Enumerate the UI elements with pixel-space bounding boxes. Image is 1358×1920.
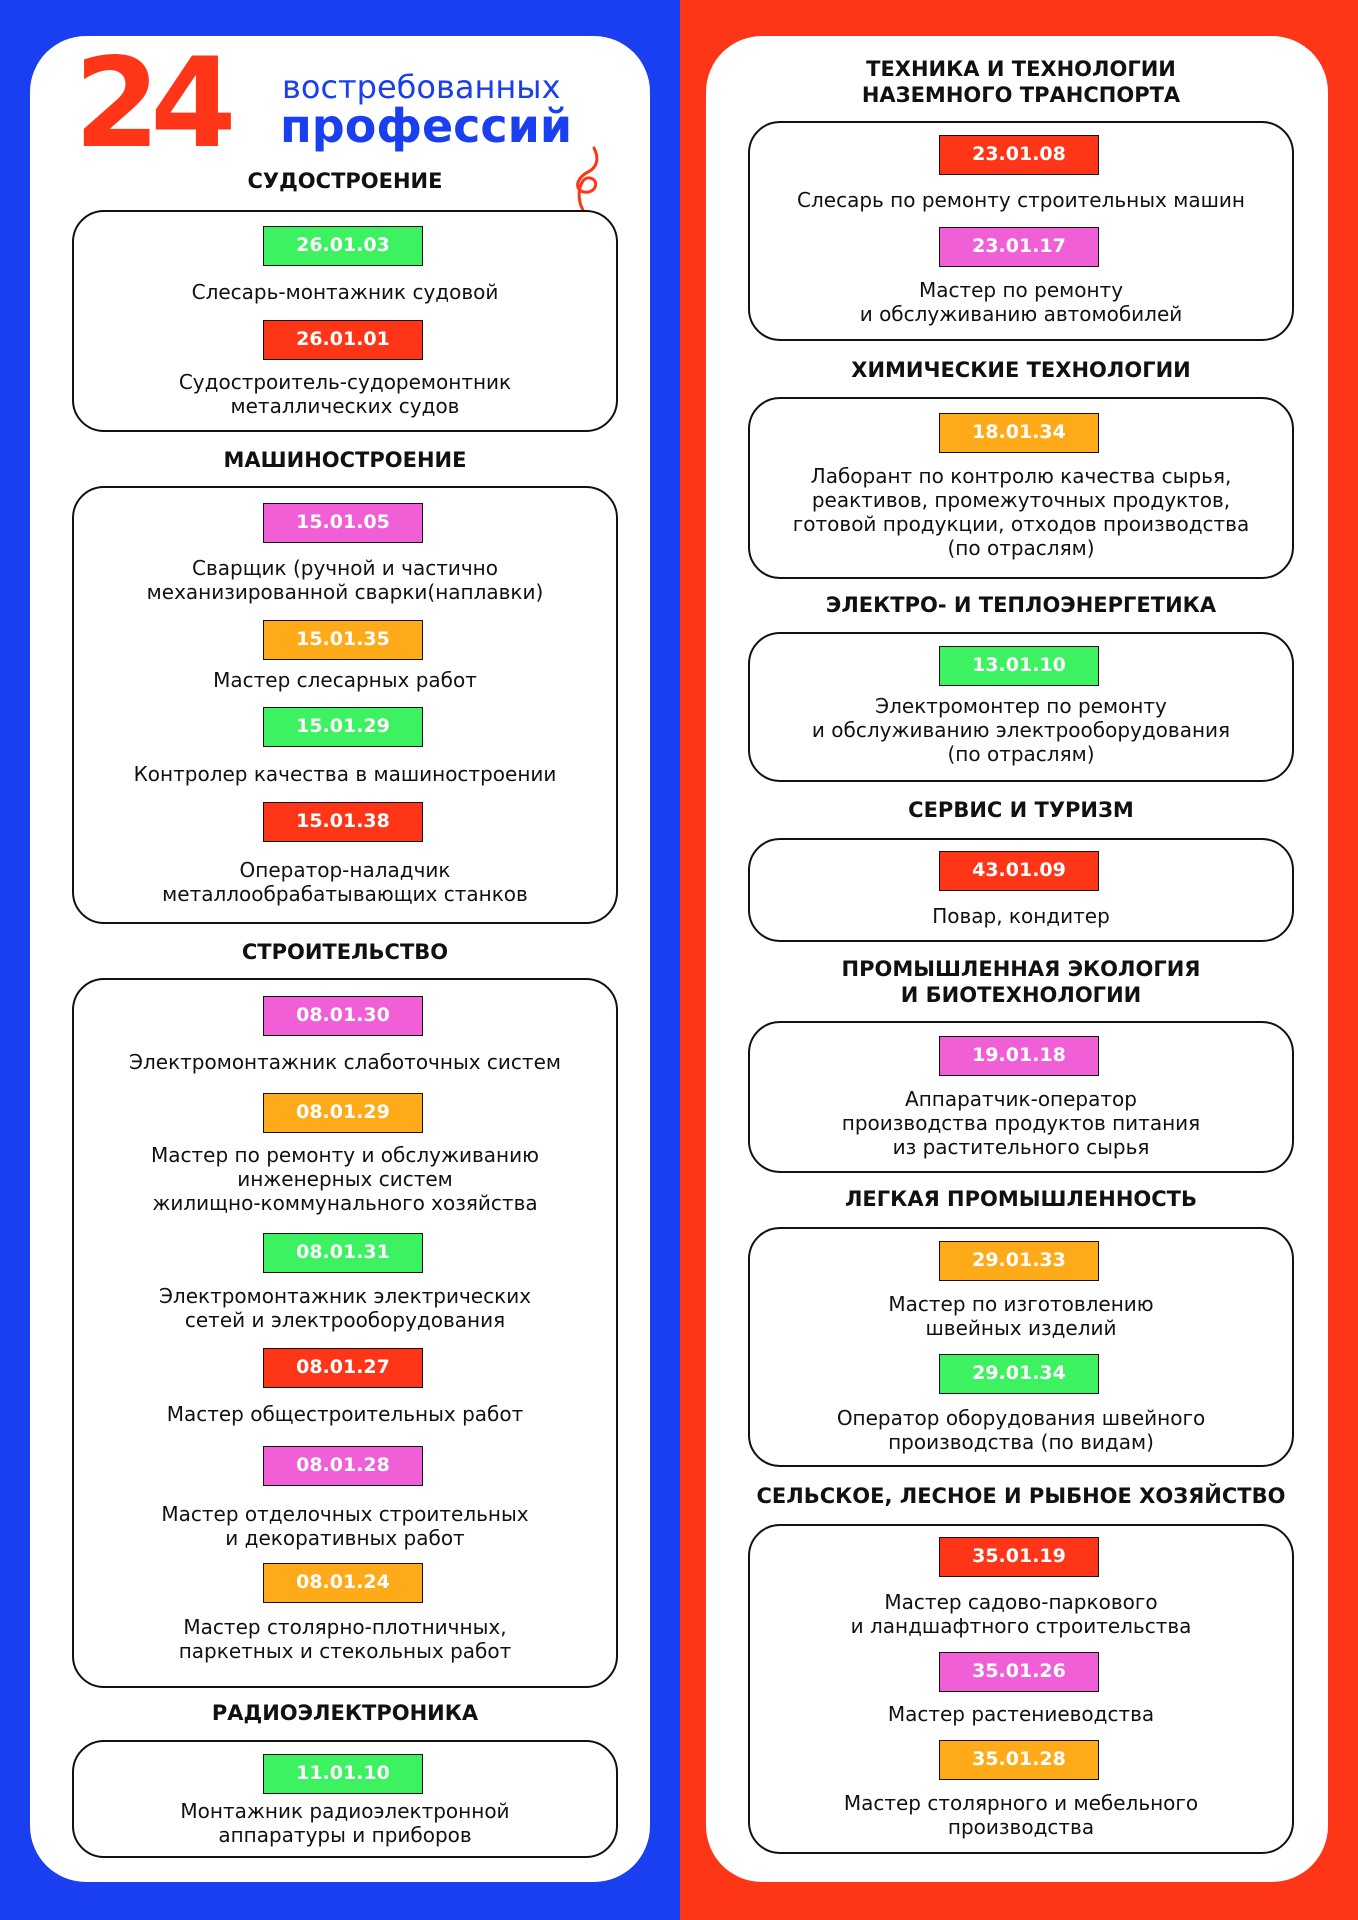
logo-number: 24 <box>74 32 227 176</box>
profession-code: 08.01.24 <box>263 1563 423 1603</box>
section-title: ЛЕГКАЯ ПРОМЫШЛЕННОСТЬ <box>844 1187 1198 1211</box>
profession-name: Мастер столярного и мебельного производства <box>843 1791 1199 1839</box>
logo-line-2: профессий <box>280 99 573 153</box>
profession-name: Лаборант по контролю качества сырья, реактивов, промежуточных продуктов, готовой продукции, отходов производства (по отраслям) <box>792 464 1250 560</box>
profession-name: Повар, кондитер <box>932 904 1110 928</box>
profession-name: Слесарь-монтажник судовой <box>191 280 499 304</box>
section-title: СТРОИТЕЛЬСТВО <box>241 940 449 964</box>
profession-code: 08.01.28 <box>263 1446 423 1486</box>
profession-code: 19.01.18 <box>939 1036 1099 1076</box>
profession-name: Оператор-наладчик металлообрабатывающих станков <box>162 858 528 906</box>
profession-name: Оператор оборудования швейного производства (по видам) <box>836 1406 1206 1454</box>
section-title: МАШИНОСТРОЕНИЕ <box>223 448 467 472</box>
profession-code: 11.01.10 <box>263 1754 423 1794</box>
profession-name: Судостроитель-судоремонтник металлических судов <box>178 370 512 418</box>
profession-code: 29.01.33 <box>939 1241 1099 1281</box>
profession-code: 15.01.35 <box>263 620 423 660</box>
profession-code: 08.01.31 <box>263 1233 423 1273</box>
profession-code: 23.01.17 <box>939 227 1099 267</box>
profession-name: Мастер отделочных строительных и декоративных работ <box>161 1502 529 1550</box>
profession-name: Мастер по ремонту и обслуживанию автомобилей <box>859 278 1183 326</box>
profession-name: Мастер столярно-плотничных, паркетных и стекольных работ <box>178 1615 512 1663</box>
profession-name: Слесарь по ремонту строительных машин <box>797 188 1245 212</box>
profession-code: 26.01.03 <box>263 226 423 266</box>
profession-code: 35.01.28 <box>939 1740 1099 1780</box>
profession-code: 29.01.34 <box>939 1354 1099 1394</box>
profession-code: 35.01.19 <box>939 1537 1099 1577</box>
section-title: СЕРВИС И ТУРИЗМ <box>908 798 1134 822</box>
profession-code: 08.01.27 <box>263 1348 423 1388</box>
profession-name: Монтажник радиоэлектронной аппаратуры и приборов <box>180 1799 510 1847</box>
logo <box>74 32 614 176</box>
profession-code: 43.01.09 <box>939 851 1099 891</box>
profession-code: 15.01.38 <box>263 802 423 842</box>
profession-code: 18.01.34 <box>939 413 1099 453</box>
profession-code: 35.01.26 <box>939 1652 1099 1692</box>
section-title: СЕЛЬСКОЕ, ЛЕСНОЕ И РЫБНОЕ ХОЗЯЙСТВО <box>756 1484 1286 1508</box>
profession-name: Аппаратчик-оператор производства продуктов питания из растительного сырья <box>841 1087 1201 1159</box>
profession-name: Контролер качества в машиностроении <box>133 762 557 786</box>
section-title: ЭЛЕКТРО- И ТЕПЛОЭНЕРГЕТИКА <box>825 593 1217 617</box>
profession-name: Мастер садово-паркового и ландшафтного строительства <box>850 1590 1192 1638</box>
profession-name: Мастер слесарных работ <box>213 668 477 692</box>
profession-code: 15.01.29 <box>263 707 423 747</box>
profession-name: Мастер растениеводства <box>887 1702 1155 1726</box>
profession-name: Сварщик (ручной и частично механизированной сварки(наплавки) <box>146 556 544 604</box>
section-title: РАДИОЭЛЕКТРОНИКА <box>211 1701 479 1725</box>
profession-name: Мастер по ремонту и обслуживанию инженерных систем жилищно-коммунального хозяйства <box>151 1143 539 1215</box>
profession-code: 08.01.29 <box>263 1093 423 1133</box>
profession-name: Электромонтажник слаботочных систем <box>129 1050 561 1074</box>
section-title: СУДОСТРОЕНИЕ <box>247 169 443 193</box>
logo-line-1: востребованных <box>282 68 561 106</box>
profession-name: Мастер общестроительных работ <box>166 1402 524 1426</box>
section-title: ТЕХНИКА И ТЕХНОЛОГИИ НАЗЕМНОГО ТРАНСПОРТА <box>861 57 1181 107</box>
profession-code: 15.01.05 <box>263 503 423 543</box>
profession-code: 23.01.08 <box>939 135 1099 175</box>
section-title: ПРОМЫШЛЕННАЯ ЭКОЛОГИЯ И БИОТЕХНОЛОГИИ <box>841 957 1201 1007</box>
profession-code: 26.01.01 <box>263 320 423 360</box>
profession-name: Электромонтажник электрических сетей и электрооборудования <box>158 1284 532 1332</box>
profession-code: 08.01.30 <box>263 996 423 1036</box>
profession-code: 13.01.10 <box>939 646 1099 686</box>
profession-name: Электромонтер по ремонту и обслуживанию электрооборудования (по отраслям) <box>811 694 1231 766</box>
section-title: ХИМИЧЕСКИЕ ТЕХНОЛОГИИ <box>851 358 1191 382</box>
profession-name: Мастер по изготовлению швейных изделий <box>888 1292 1154 1340</box>
